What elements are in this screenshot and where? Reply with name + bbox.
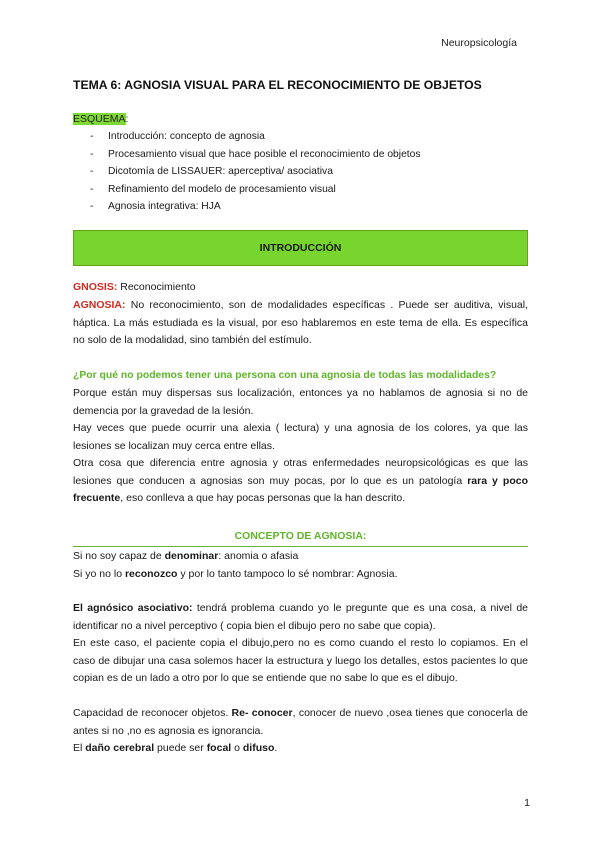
page-title: TEMA 6: AGNOSIA VISUAL PARA EL RECONOCIMIENTO DE OBJETOS [73, 78, 482, 92]
answer-paragraph-3: Otra cosa que diferencia entre agnosia y otras enfermedades neuropsicológicas es que las lesiones que conducen a agnosias son muy pocas, por lo que es un patología rara y poco frecuente, eso conlleva a que hay pocas personas que la han descrito. [73, 457, 528, 505]
capacidad-paragraph: Capacidad de reconocer objetos. Re- conocer, conocer de nuevo ,osea tienes que conocerla de antes si no ,no es agnosia es ignorancia. [73, 707, 529, 737]
page-number: 1 [524, 797, 530, 809]
divider [73, 546, 528, 547]
asociativo-paragraph-2: En este caso, el paciente copia el dibujo,pero no es como cuando el resto lo copiamos. En el caso de dibujar una casa solemos hacer la estructura y luego los detalles, estos pacientes lo que copian es de un lado a otro por lo que se entiende que no sabe lo que es el dibujo. [73, 637, 528, 685]
list-item: - Refinamiento del modelo de procesamiento visual [90, 183, 336, 195]
concepto-line-2: Si yo no lo reconozco y por lo tanto tampoco lo sé nombrar: Agnosia. [73, 568, 398, 580]
agnosia-definition: AGNOSIA: No reconocimiento, son de modalidades específicas . Puede ser auditiva, visual, háptica. La más estudiada es la visual, por eso hablaremos en este tema de ella. Es específica no solo de la modalidad, sino también del estímulo. [73, 299, 528, 347]
intro-heading-bar [73, 230, 528, 266]
list-item: - Dicotomía de LISSAUER: aperceptiva/ asociativa [90, 166, 333, 178]
gnosis-definition: GNOSIS: Reconocimiento [73, 281, 196, 293]
header-subject: Neuropsicología [441, 37, 517, 49]
concepto-heading: CONCEPTO DE AGNOSIA: [234, 530, 367, 542]
asociativo-paragraph: El agnósico asociativo: tendrá problema cuando yo le pregunte que es una cosa, a nivel de identificar no a nivel perceptivo ( copia bien el dibujo pero no sabe que copia). [73, 602, 528, 632]
question-heading: ¿Por qué no podemos tener una persona con una agnosia de todas las modalidades? [73, 370, 497, 381]
list-item: - Procesamiento visual que hace posible el reconocimiento de objetos [90, 148, 421, 160]
answer-paragraph-2: Hay veces que puede ocurrir una alexia ( lectura) y una agnosia de los colores, ya que las lesiones se localizan muy cerca entre ellas. [73, 422, 528, 452]
answer-paragraph-1: Porque están muy dispersas sus localización, entonces ya no hablamos de agnosia si no de demencia por la gravedad de la lesión. [73, 387, 528, 417]
list-item: - Introducción: concepto de agnosia [90, 131, 265, 142]
dano-cerebral-line: El daño cerebral puede ser focal o difuso. [73, 742, 278, 754]
esquema-highlight: ESQUEMA [73, 113, 126, 125]
intro-heading: INTRODUCCIÓN [259, 242, 342, 254]
esquema-label: ESQUEMA: [73, 113, 129, 125]
concepto-line-1: Si no soy capaz de denominar: anomia o afasia [73, 550, 299, 562]
esquema-list [90, 128, 421, 216]
list-item: - Agnosia integrativa: HJA [90, 201, 221, 213]
